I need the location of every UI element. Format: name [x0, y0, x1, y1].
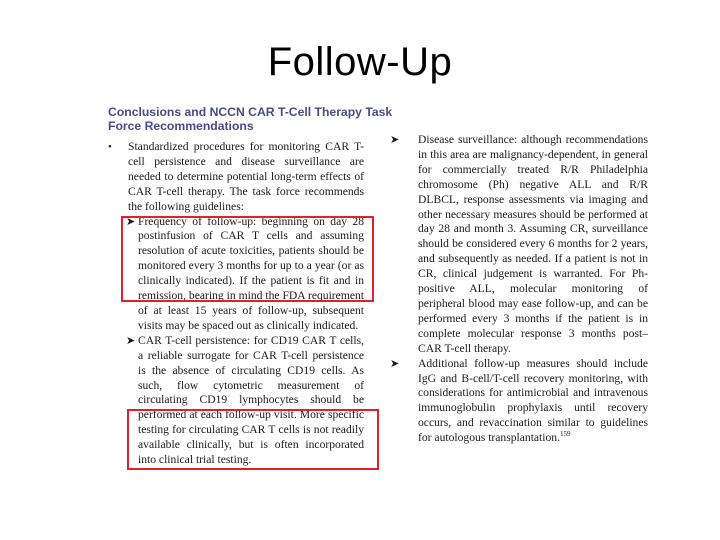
frequency-text: Frequency of follow-up: beginning on day 28 postinfusion of CAR T cells and assuming resolution of acute toxicities, patients should be monitored every 3 months for up to a year (or as clinically indicated). If the patient is fit and in remission, bearing in mind the FDA requirement of at least 15 years of follow-up, subsequent visits may be spaced out as clinically indicated.	[138, 214, 364, 332]
arrow-icon: ➤	[126, 215, 136, 228]
list-item-surveillance	[390, 133, 648, 357]
additional-text: Additional follow-up measures should include IgG and B-cell/T-cell recovery monitoring, with considerations for antimicrobial and intravenous immunoglobulin prophylaxis until recovery occurs, and revaccination similar to guidelines for autologous transplantation.	[418, 356, 648, 445]
right-column	[390, 133, 648, 446]
highlight-box-persistence	[127, 409, 379, 470]
surveillance-text: Disease surveillance: although recommendations in this area are malignancy-dependent, in general for commercially treated R/R Philadelphia chromosome (Ph) negative ALL and R/R DLBCL, response assessments via imaging and other necessary measures should be performed at day 28 and month 3. Assuming CR, surveillance should be considered every 6 months for 2 years, and subsequently as needed. If a patient is not in CR, clinical judgement is warranted. For Ph-positive ALL, molecular monitoring of peripheral blood may ease follow-up, and can be performed every 3 months if the patient is in complete molecular response 3 months post–CAR T-cell therapy.	[418, 133, 648, 355]
bullet-icon: •	[108, 141, 112, 153]
arrow-icon: ➤	[390, 134, 400, 146]
reference-superscript: 159	[560, 430, 571, 439]
section-heading: Conclusions and NCCN CAR T-Cell Therapy Task Force Recommendations	[108, 105, 393, 133]
persistence-text: CAR T-cell persistence: for CD19 CAR T cells, a reliable surrogate for CAR T-cell persistence is the absence of circulating CD19 cells. As such, flow cytometric measurement of circulating CD19 lymphocytes should be performed at each follow-up visit. More specific testing for circulating CAR T cells is not readily available clinically, but is often incorporated into clinical trial testing.	[138, 333, 364, 467]
slide-title: Follow-Up	[267, 40, 453, 84]
list-item-intro	[108, 140, 364, 215]
arrow-icon: ➤	[390, 357, 400, 370]
arrow-icon: ➤	[126, 334, 136, 347]
list-item-additional	[390, 357, 648, 446]
highlight-box-frequency	[121, 216, 374, 302]
intro-text: Standardized procedures for monitoring CAR T-cell persistence and disease surveillance are needed to determine potential long-term effects of CAR T-cell therapy. The task force recommends the following guidelines:	[128, 140, 364, 213]
